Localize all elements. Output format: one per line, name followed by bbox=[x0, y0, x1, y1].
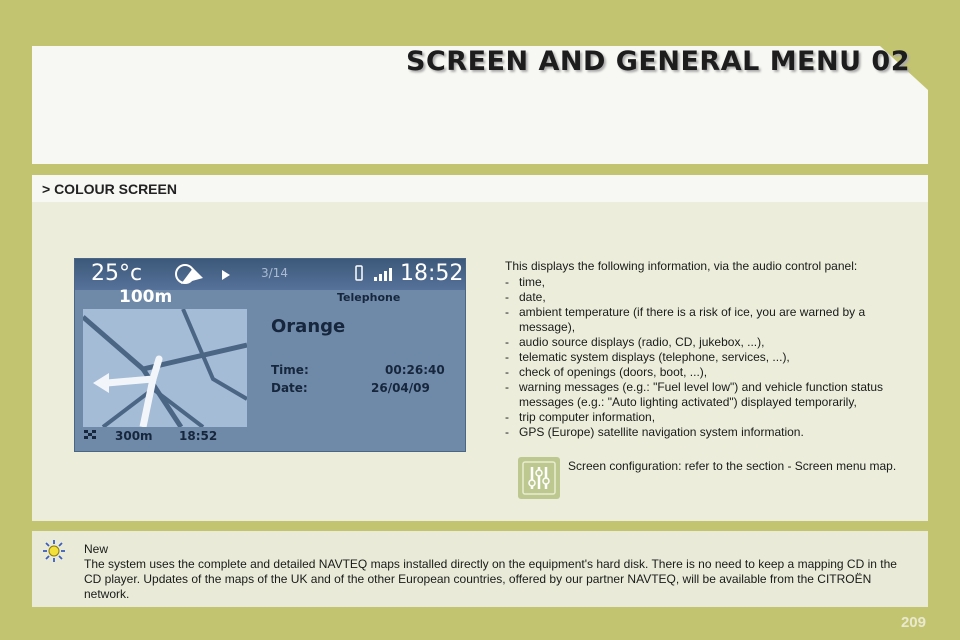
note-text bbox=[84, 542, 914, 602]
display-time-value: 00:26:40 bbox=[385, 363, 445, 377]
map-roads-graphic bbox=[83, 309, 247, 427]
info-item-gps: - GPS (Europe) satellite navigation system information. bbox=[505, 425, 915, 440]
navigation-icon bbox=[173, 262, 209, 288]
display-map bbox=[83, 309, 247, 427]
info-item-warnings: - warning messages (e.g.: "Fuel level low") and vehicle function status messages (e.g.: "Auto lighting activated") displayed temporarily, bbox=[505, 380, 915, 410]
page-title: SCREEN AND GENERAL MENU 02 bbox=[406, 46, 910, 77]
display-screen-illustration bbox=[74, 258, 466, 452]
note-body: The system uses the complete and detailed NAVTEQ maps installed directly on the equipment's hard disk. There is no need to keep a mapping CD in the CD player. Updates of the maps of the UK and of the other European countries, offered by our partner NAVTEQ, will be available from the CITROËN network. bbox=[84, 557, 897, 601]
info-item-time: - time, bbox=[505, 275, 915, 290]
display-track-counter: 3/14 bbox=[261, 266, 288, 280]
info-item-trip-computer: - trip computer information, bbox=[505, 410, 915, 425]
info-item-date: - date, bbox=[505, 290, 915, 305]
display-date-value: 26/04/09 bbox=[371, 381, 430, 395]
note-box bbox=[32, 531, 928, 607]
colour-screen-panel bbox=[32, 175, 928, 521]
info-item-telematic: - telematic system displays (telephone, services, ...), bbox=[505, 350, 915, 365]
info-item-temperature: - ambient temperature (if there is a risk of ice, you are warned by a message), bbox=[505, 305, 915, 335]
page-number: 209 bbox=[900, 614, 926, 631]
display-time-label: Time: bbox=[271, 363, 309, 377]
info-item-openings: - check of openings (doors, boot, ...), bbox=[505, 365, 915, 380]
display-next-turn-distance: 100m bbox=[119, 287, 173, 307]
display-source-label: Telephone bbox=[337, 291, 401, 304]
checkered-flag-icon bbox=[83, 429, 99, 441]
display-clock: 18:52 bbox=[400, 261, 464, 286]
play-icon bbox=[221, 269, 231, 281]
info-list bbox=[505, 275, 915, 440]
display-info-text bbox=[505, 259, 915, 440]
note-heading: New bbox=[84, 542, 109, 556]
section-bar bbox=[32, 175, 928, 202]
sliders-icon bbox=[518, 457, 560, 499]
display-contact-name: Orange bbox=[271, 316, 346, 337]
signal-strength-icon bbox=[373, 267, 393, 281]
config-reference-text: Screen configuration: refer to the section - Screen menu map. bbox=[568, 459, 897, 473]
display-remaining-distance: 300m bbox=[115, 429, 153, 443]
info-intro: This displays the following information, via the audio control panel: bbox=[505, 259, 858, 273]
display-temperature: 25°c bbox=[91, 261, 143, 286]
section-title: > COLOUR SCREEN bbox=[42, 181, 177, 197]
display-date-label: Date: bbox=[271, 381, 308, 395]
display-arrival-time: 18:52 bbox=[179, 429, 218, 443]
phone-icon bbox=[355, 265, 363, 281]
sun-icon bbox=[42, 539, 66, 563]
info-item-audio: - audio source displays (radio, CD, jukebox, ...), bbox=[505, 335, 915, 350]
